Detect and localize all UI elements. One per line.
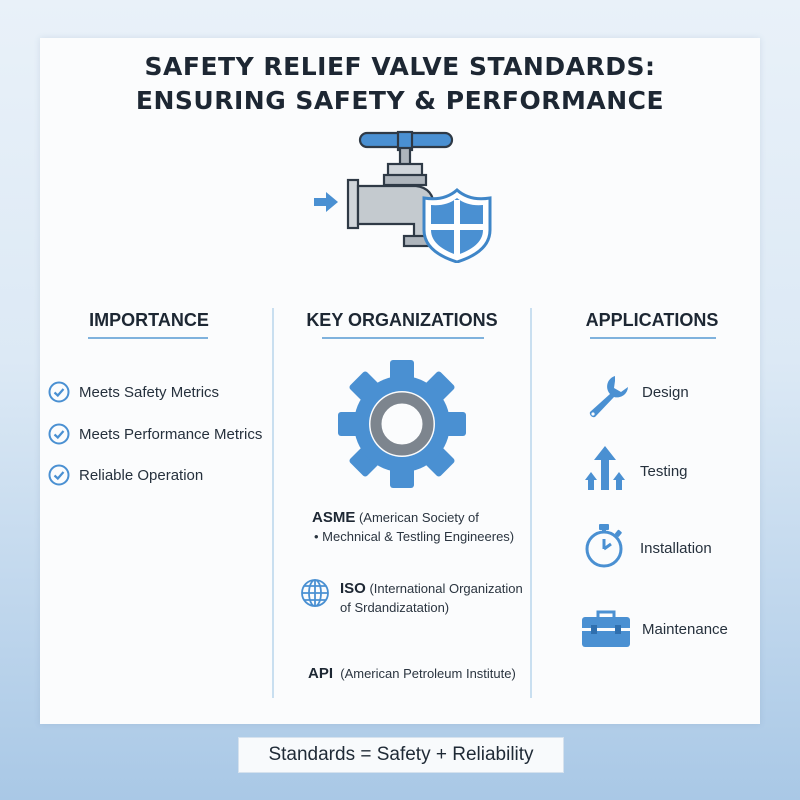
check-circle-icon	[48, 381, 70, 403]
importance-item	[48, 380, 219, 404]
check-circle-icon	[48, 423, 70, 445]
api-abbr: API	[308, 665, 334, 682]
iso-entry	[340, 579, 540, 617]
arrow-right-icon	[314, 192, 338, 212]
title-line-2: ENSURING SAFETY & PERFORMANCE	[135, 86, 665, 115]
footer-banner: Standards = Safety + Reliability	[238, 737, 564, 773]
column-divider-left	[272, 308, 274, 698]
page-title	[40, 50, 760, 118]
wrench-icon	[584, 372, 630, 418]
shield-icon	[424, 190, 490, 262]
iso-line-1: (International Organization	[369, 581, 523, 596]
organizations-heading: KEY ORGANIZATIONS	[306, 310, 498, 330]
iso-line-2: of Srdandizatation)	[340, 600, 450, 615]
asme-entry	[312, 508, 522, 546]
toolbox-icon	[580, 608, 632, 650]
importance-item-label: Meets Performance Metrics	[79, 425, 263, 443]
importance-item	[48, 463, 203, 487]
api-entry	[308, 664, 528, 683]
application-label-testing: Testing	[640, 463, 688, 480]
application-label-installation: Installation	[640, 540, 712, 557]
gear-icon	[336, 358, 468, 490]
importance-heading: IMPORTANCE	[89, 310, 209, 330]
asme-line-2: • Mechnical & Testling Engineeres)	[314, 529, 515, 544]
asme-line-1: (American Society of	[358, 510, 479, 525]
asme-abbr: ASME	[312, 509, 356, 526]
infographic-card	[40, 38, 760, 724]
up-arrows-icon	[584, 444, 626, 492]
application-label-design: Design	[642, 384, 689, 401]
importance-item-label: Reliable Operation	[79, 466, 204, 484]
importance-item-label: Meets Safety Metrics	[79, 383, 220, 401]
api-line-1: (American Petroleum Institute)	[340, 666, 516, 681]
valve-shield-illustration	[306, 128, 496, 263]
globe-icon	[300, 578, 330, 608]
importance-item	[48, 422, 262, 446]
stopwatch-icon	[582, 522, 626, 570]
importance-underline	[88, 337, 208, 339]
check-circle-icon	[48, 464, 70, 486]
application-label-maintenance: Maintenance	[642, 621, 728, 638]
applications-underline	[590, 337, 716, 339]
organizations-underline	[322, 337, 484, 339]
iso-abbr: ISO	[340, 580, 366, 597]
column-divider-right	[530, 308, 532, 698]
title-line-1: SAFETY RELIEF VALVE STANDARDS:	[144, 52, 656, 81]
applications-heading: APPLICATIONS	[585, 310, 719, 330]
